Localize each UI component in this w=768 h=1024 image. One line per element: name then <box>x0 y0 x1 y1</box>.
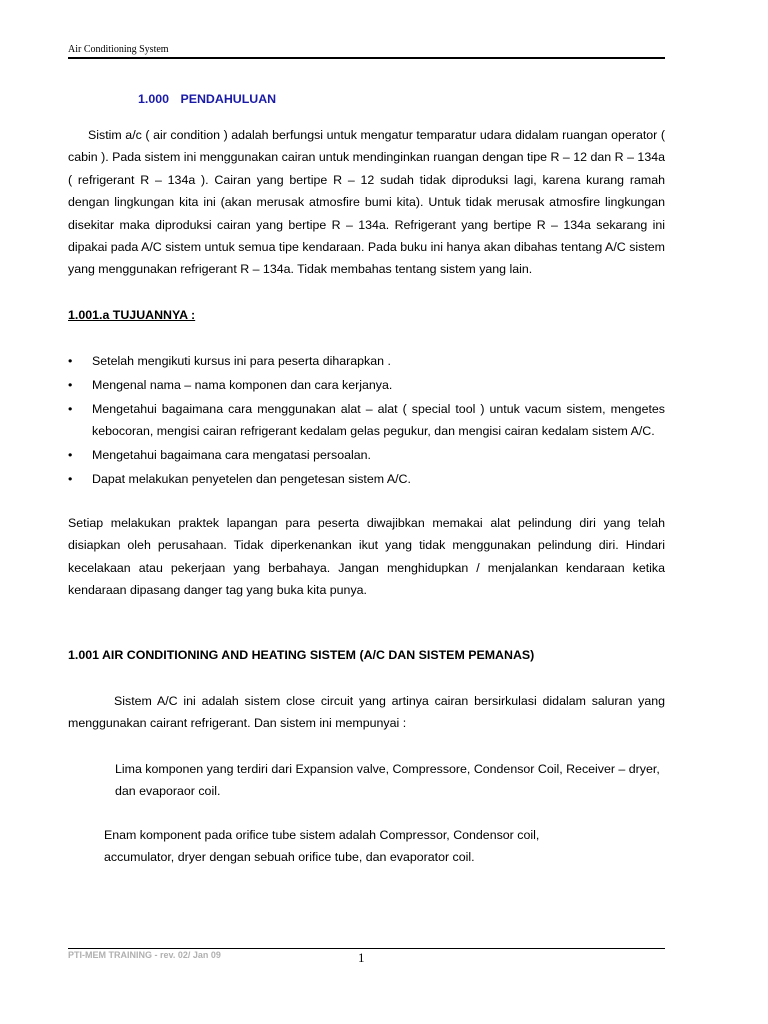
list-item-text: Mengetahui bagaimana cara mengatasi persoalan. <box>92 448 371 463</box>
running-header: Air Conditioning System <box>68 44 169 55</box>
page-number: 1 <box>358 950 365 965</box>
bullet-icon: • <box>68 378 73 392</box>
footer-rule <box>68 948 665 949</box>
safety-paragraph: Setiap melakukan praktek lapangan para peserta diwajibkan memakai alat pelindung diri yang telah disiapkan oleh perusahaan. Tidak diperkenankan ikut yang tidak menggunakan pelindung diri. Hindari kecelakaan atau pekerjaan yang berbahaya. Jangan menghidupkan / menjalankan kendaraan ketika kendaraan dipasang danger tag yang buka kita punya. <box>68 516 665 598</box>
header-rule <box>68 57 665 59</box>
ac-section-heading: 1.001 AIR CONDITIONING AND HEATING SISTEM (A/C DAN SISTEM PEMANAS) <box>68 648 535 662</box>
objectives-heading: 1.001.a TUJUANNYA : <box>68 308 196 322</box>
list-item <box>68 398 665 443</box>
list-item-text: Mengenal nama – nama komponen dan cara kerjanya. <box>92 378 393 392</box>
list-item <box>68 350 665 372</box>
list-item <box>68 444 665 466</box>
footer-text: PTI-MEM TRAINING - rev. 02/ Jan 09 <box>68 950 221 960</box>
list-item-text: Mengetahui bagaimana cara menggunakan alat – alat ( special tool ) untuk vacum sistem, mengetes kebocoran, mengisi cairan refrigerant kedalam gelas pegukur, dan mengisi cairan kedalam sistem A/C. <box>92 402 665 439</box>
bullet-icon: • <box>68 354 73 368</box>
list-item <box>68 468 665 490</box>
list-item-text: Setelah mengikuti kursus ini para peserta diharapkan . <box>92 354 391 368</box>
six-components-line-1: Enam komponent pada orifice tube sistem adalah Compressor, Condensor coil, <box>104 828 540 842</box>
ac-section-paragraph: Sistem A/C ini adalah sistem close circuit yang artinya cairan bersirkulasi didalam saluran yang menggunakan cairant refrigerant. Dan sistem ini mempunyai : <box>68 694 665 731</box>
bullet-icon: • <box>68 448 73 463</box>
list-item <box>68 374 665 396</box>
five-components-text: Lima komponen yang terdiri dari Expansion valve, Compressore, Condensor Coil, Receiver – dryer, dan evaporaor coil. <box>115 762 660 799</box>
bullet-icon: • <box>68 402 73 416</box>
intro-paragraph: Sistim a/c ( air condition ) adalah berfungsi untuk mengatur temparatur udara didalam ruangan operator ( cabin ). Pada sistem ini menggunakan cairan untuk mendinginkan ruangan dengan tipe R – 12 dan R – 134a ( refrigerant R – 134a ). Cairan yang bertipe R – 12 sudah tidak diproduksi lagi, karena kurang ramah dengan lingkungan kita ini (akan merusak atmosfire bumi kita). Untuk tidak merusak atmosfire lingkungan disekitar maka diproduksi cairan yang bertipe R – 134a. Refrigerant yang bertipe R – 134a sekarang ini dipakai pada A/C sistem untuk semua tipe kendaraan. Pada buku ini hanya akan dibahas tentang A/C sistem yang menggunakan refrigerant R – 134a. Tidak membahas tentang sistem yang lain. <box>68 128 665 277</box>
list-item-text: Dapat melakukan penyetelen dan pengetesan sistem A/C. <box>92 472 411 487</box>
bullet-icon: • <box>68 472 73 487</box>
objectives-list <box>68 350 665 492</box>
six-components-line-2: accumulator, dryer dengan sebuah orifice tube, dan evaporator coil. <box>104 850 475 864</box>
section-title: 1.000 PENDAHULUAN <box>138 92 277 106</box>
